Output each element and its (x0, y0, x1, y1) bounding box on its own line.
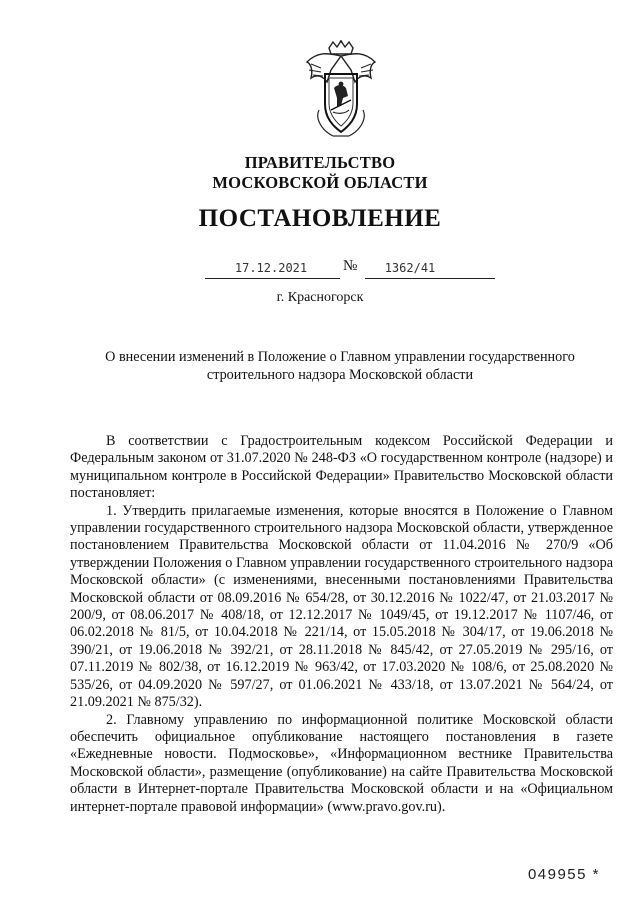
document-type-title: ПОСТАНОВЛЕНИЕ (198, 205, 442, 232)
number-underline (365, 278, 495, 279)
date-number-line (205, 258, 495, 280)
document-number: 1362/41 (384, 261, 436, 275)
body-item-1-paragraph: 1. Утвердить прилагаемые изменения, которые вносятся в Положение о Главном управлении государственного строительного надзора Московской области, утвержденное постановлением Правительства Московской области от 11.04.2016 № 270/9 «Об утверждении Положения о Главном управлении государственного строительного надзора Московской области» (с изменениями, внесенными постановлениями Правительства Московской области от 08.09.2016 № 654/28, от 30.12.2016 № 1022/47, от 21.03.2017 № 200/9, от 08.06.2017 № 408/18, от 12.12.2017 № 1049/45, от 19.12.2017 № 1107/46, от 06.02.2018 № 81/5, от 10.04.2018 № 221/14, от 15.05.2018 № 304/17, от 19.06.2018 № 390/21, от 19.06.2018 № 392/21, от 28.11.2018 № 845/42, от 27.05.2019 № 295/16, от 07.11.2019 № 802/38, от 16.12.2019 № 963/42, от 17.03.2020 № 108/6, от 25.08.2020 № 535/26, от 04.09.2020 № 597/27, от 01.06.2021 № 433/18, от 13.07.2021 № 564/24, от 21.09.2021 № 875/32). (70, 502, 613, 711)
document-body (70, 433, 613, 816)
coat-of-arms-icon (301, 40, 381, 140)
government-name (0, 153, 640, 193)
number-sign: № (343, 258, 358, 274)
body-item-2-paragraph: 2. Главному управлению по информационной политике Московской области обеспечить официальное опубликование настоящего постановления в газете «Ежедневные новости. Подмосковье», «Информационном вестнике Правительства Московской области», размещение (опубликование) на сайте Правительства Московской области в Интернет-портале Правительства Московской области и на «Официальном интернет-портале правовой информации» (www.pravo.gov.ru). (70, 711, 613, 815)
government-line-1: ПРАВИТЕЛЬСТВО (244, 153, 396, 172)
city-name: г. Красногорск (276, 290, 364, 305)
serial-stamp: 049955 * (527, 866, 600, 883)
date-underline (205, 278, 340, 279)
government-line-2: МОСКОВСКОЙ ОБЛАСТИ (212, 173, 428, 192)
document-subject: О внесении изменений в Положение о Главном управлении государственного строительного надзора Московской области (105, 349, 575, 383)
document-date: 17.12.2021 (234, 261, 308, 275)
body-intro-paragraph: В соответствии с Градостроительным кодексом Российской Федерации и Федеральным законом от 31.07.2020 № 248-ФЗ «О государственном контроле (надзоре) и муниципальном контроле в Российской Федерации» Правительство Московской области постановляет: (70, 433, 613, 502)
